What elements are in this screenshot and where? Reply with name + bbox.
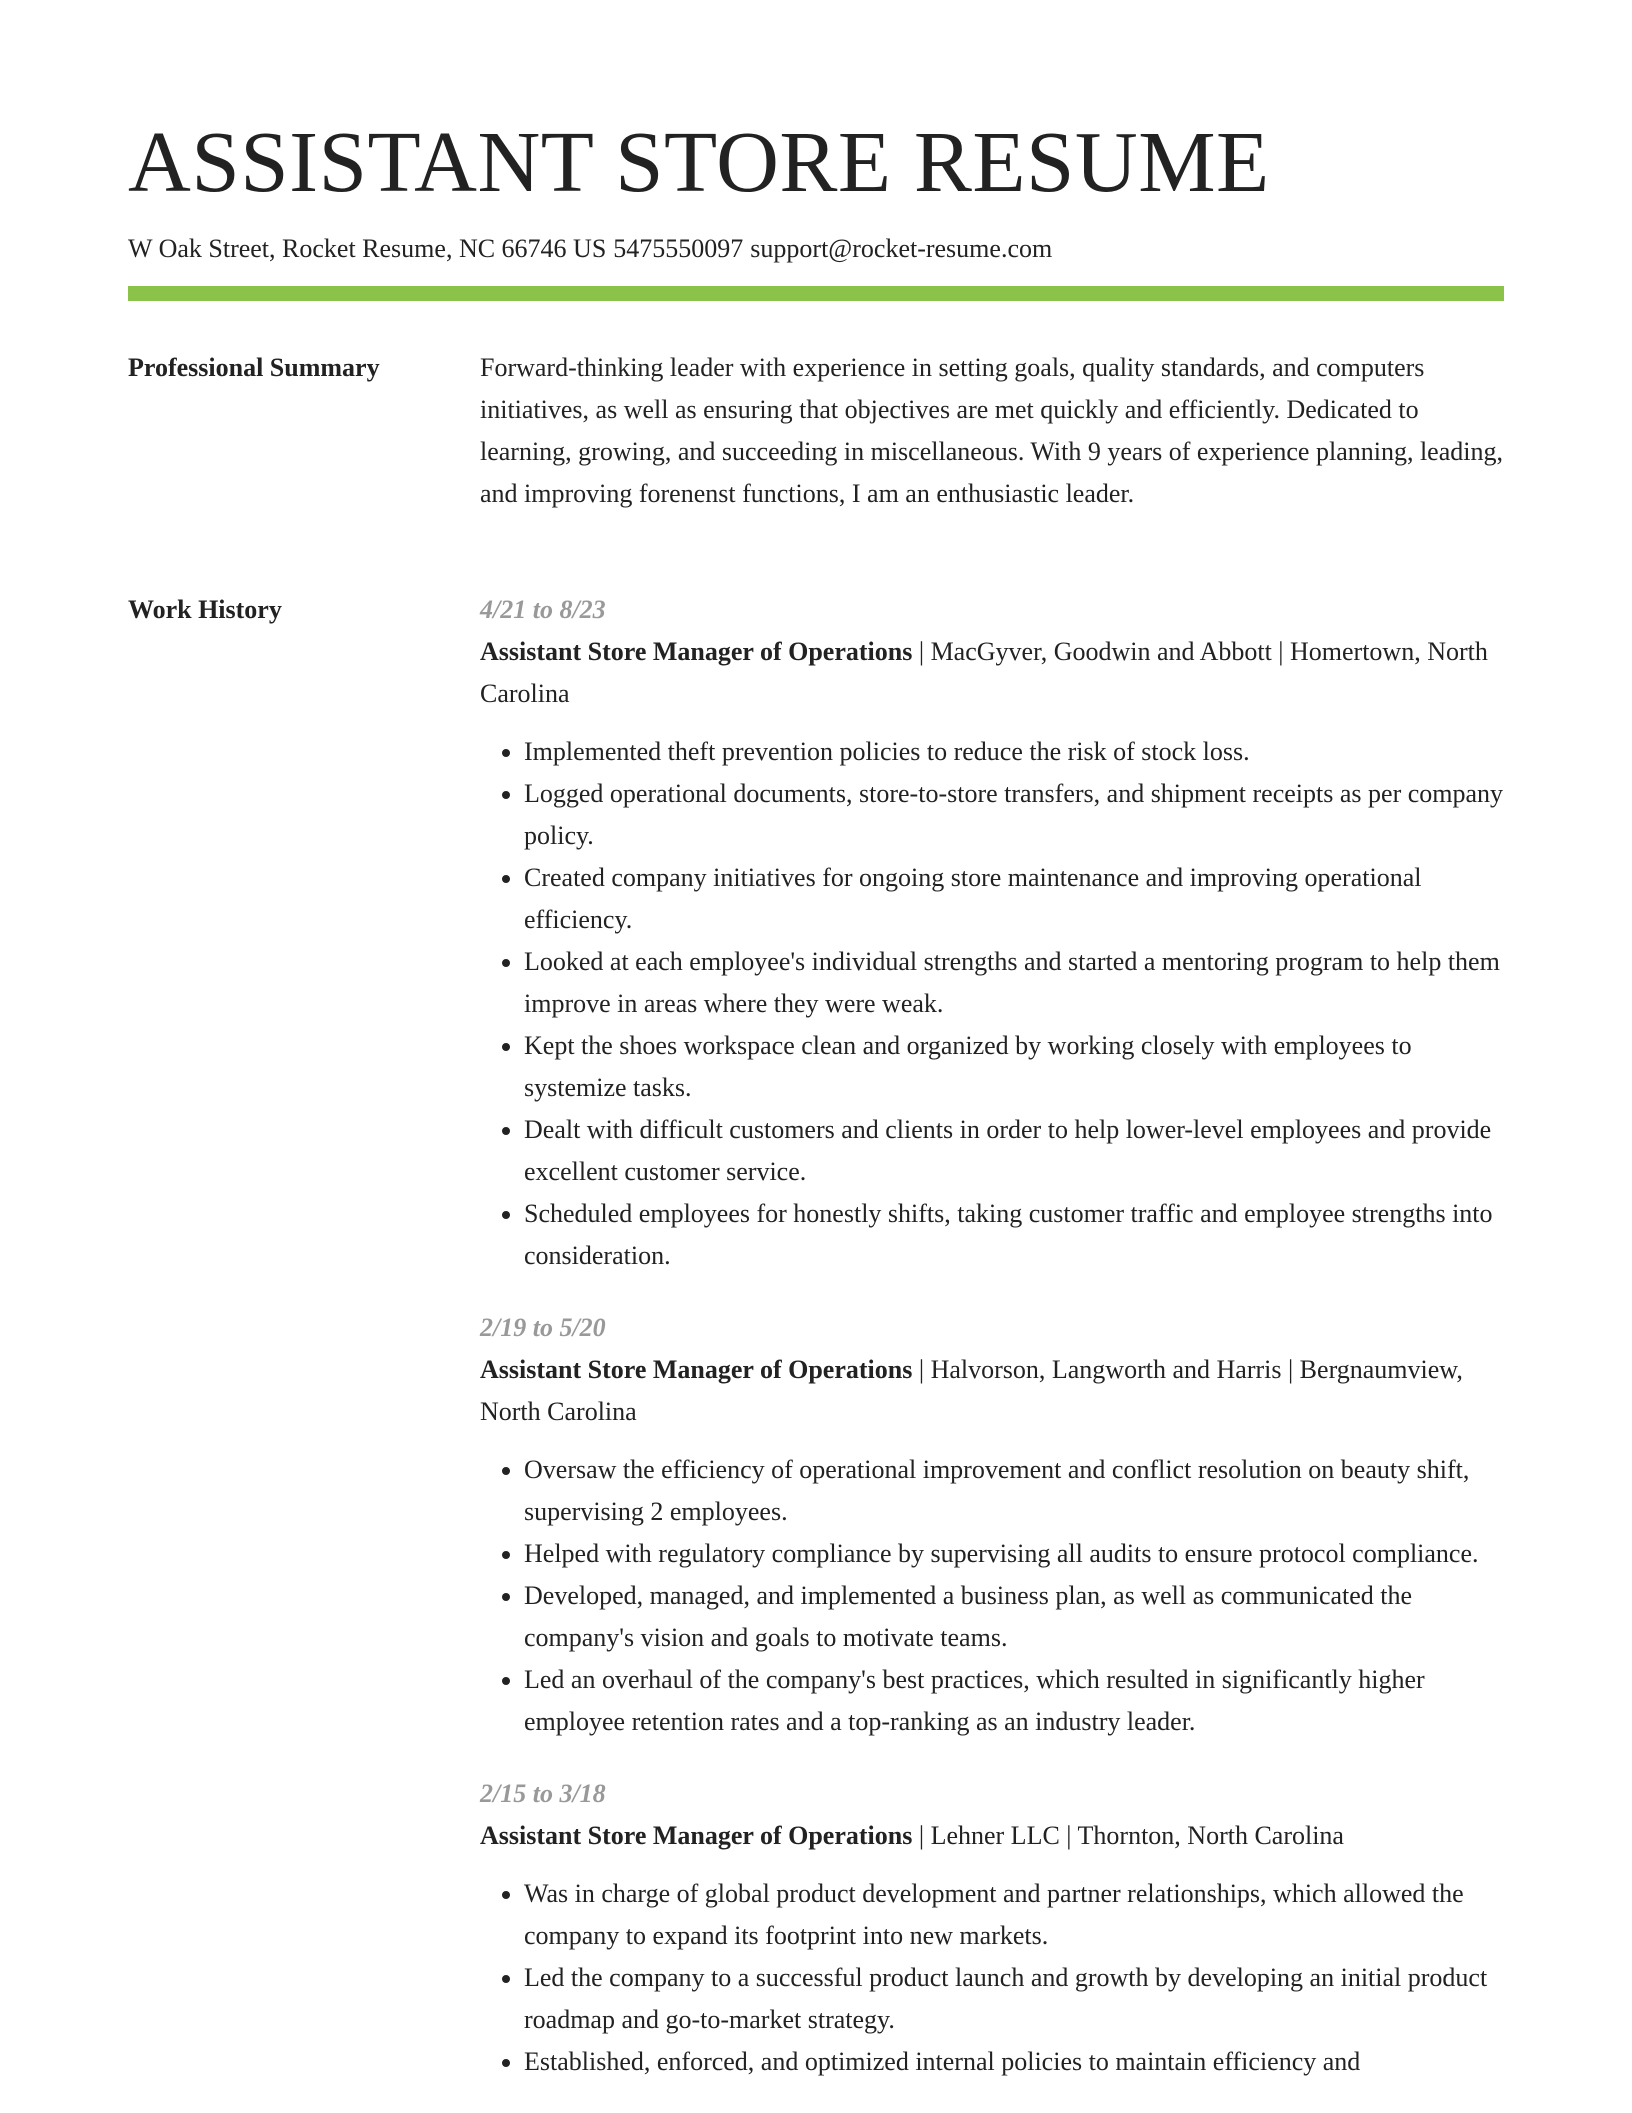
job-bullet: • Helped with regulatory compliance by supervising all audits to ensure protocol compliance. bbox=[524, 1533, 1504, 1575]
job-heading bbox=[480, 1815, 1504, 1857]
job-bullet: • Established, enforced, and optimized internal policies to maintain efficiency and bbox=[524, 2041, 1504, 2083]
work-history-body bbox=[480, 589, 1504, 2113]
resume-title: ASSISTANT STORE RESUME bbox=[128, 113, 1270, 210]
work-history-heading: Work History bbox=[128, 595, 282, 624]
job-bullet: • Created company initiatives for ongoing store maintenance and improving operational efficiency. bbox=[524, 857, 1504, 941]
job-bullet-list bbox=[480, 1449, 1504, 1743]
contact-line bbox=[128, 233, 1052, 265]
job-title: Assistant Store Manager of Operations bbox=[480, 637, 913, 666]
job-title: Assistant Store Manager of Operations bbox=[480, 1355, 913, 1384]
job-bullet: • Kept the shoes workspace clean and organized by working closely with employees to systemize tasks. bbox=[524, 1025, 1504, 1109]
job-bullet: • Looked at each employee's individual strengths and started a mentoring program to help them improve in areas where they were weak. bbox=[524, 941, 1504, 1025]
job-entry bbox=[480, 1307, 1504, 1743]
job-heading bbox=[480, 1349, 1504, 1433]
job-title: Assistant Store Manager of Operations bbox=[480, 1821, 913, 1850]
job-bullet: • Dealt with difficult customers and clients in order to help lower-level employees and provide excellent customer service. bbox=[524, 1109, 1504, 1193]
job-bullet: • Developed, managed, and implemented a business plan, as well as communicated the company's vision and goals to motivate teams. bbox=[524, 1575, 1504, 1659]
contact-email: support@rocket-resume.com bbox=[750, 234, 1053, 263]
job-bullet: • Oversaw the efficiency of operational improvement and conflict resolution on beauty shift, supervising 2 employees. bbox=[524, 1449, 1504, 1533]
summary-text: Forward-thinking leader with experience in setting goals, quality standards, and computers initiatives, as well as ensuring that objectives are met quickly and efficiently. Dedicated to learning, growing, and succeeding in miscellaneous. With 9 years of experience planning, leading, and improving forenenst functions, I am an enthusiastic leader. bbox=[480, 353, 1503, 508]
job-employer-location: | Halvorson, Langworth and Harris | Bergnaumview, North Carolina bbox=[480, 1355, 1463, 1426]
job-employer-location: | Lehner LLC | Thornton, North Carolina bbox=[912, 1821, 1344, 1850]
summary-heading: Professional Summary bbox=[128, 353, 380, 382]
job-dates: 2/19 to 5/20 bbox=[480, 1313, 606, 1342]
job-bullet: • Led the company to a successful product launch and growth by developing an initial product roadmap and go-to-market strategy. bbox=[524, 1957, 1504, 2041]
job-entry bbox=[480, 1773, 1504, 2083]
job-dates: 4/21 to 8/23 bbox=[480, 595, 606, 624]
job-entry bbox=[480, 589, 1504, 1277]
header-divider bbox=[128, 286, 1504, 301]
job-bullet: • Was in charge of global product development and partner relationships, which allowed the company to expand its footprint into new markets. bbox=[524, 1873, 1504, 1957]
job-employer-location: | MacGyver, Goodwin and Abbott | Homertown, North Carolina bbox=[480, 637, 1488, 708]
contact-phone: 5475550097 bbox=[613, 234, 744, 263]
job-bullet: • Logged operational documents, store-to-store transfers, and shipment receipts as per company policy. bbox=[524, 773, 1504, 857]
job-bullet: • Led an overhaul of the company's best practices, which resulted in significantly higher employee retention rates and a top-ranking as an industry leader. bbox=[524, 1659, 1504, 1743]
job-bullet: • Implemented theft prevention policies to reduce the risk of stock loss. bbox=[524, 731, 1504, 773]
summary-body bbox=[480, 347, 1504, 515]
job-bullet: • Scheduled employees for honestly shifts, taking customer traffic and employee strengths into consideration. bbox=[524, 1193, 1504, 1277]
job-bullet-list bbox=[480, 731, 1504, 1277]
job-heading bbox=[480, 631, 1504, 715]
job-bullet-list bbox=[480, 1873, 1504, 2083]
job-dates: 2/15 to 3/18 bbox=[480, 1779, 606, 1808]
contact-address: W Oak Street, Rocket Resume, NC 66746 US bbox=[128, 234, 607, 263]
